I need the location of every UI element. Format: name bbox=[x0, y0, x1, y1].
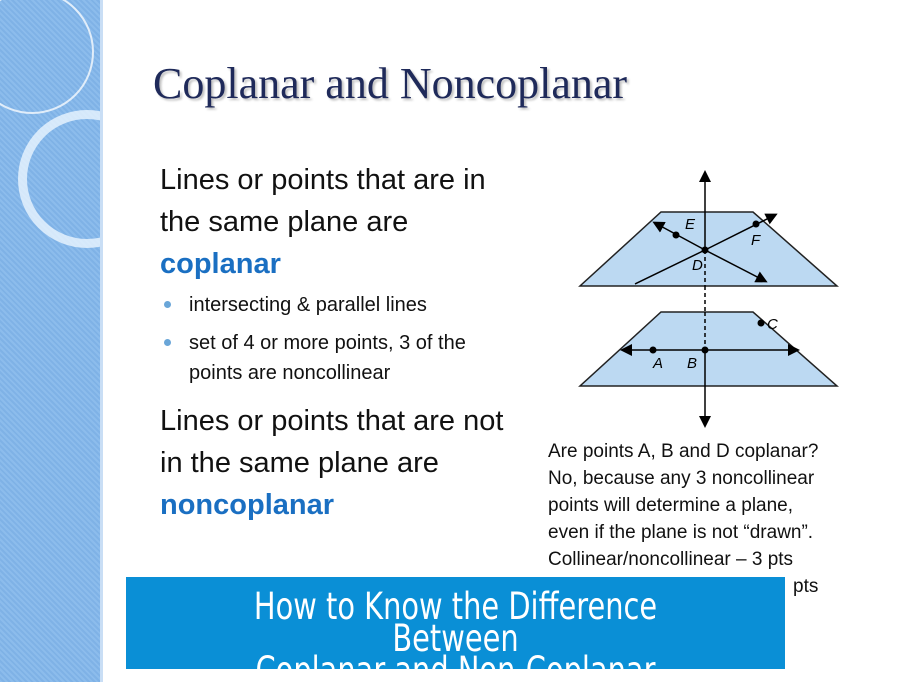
label-b: B bbox=[687, 355, 698, 372]
planes-diagram bbox=[575, 163, 845, 433]
caption-line: Are points A, B and D coplanar? bbox=[548, 441, 819, 462]
caption-line: No, because any 3 noncollinear bbox=[548, 468, 815, 489]
label-a: A bbox=[653, 355, 664, 372]
bullet-dot-icon bbox=[164, 339, 171, 346]
point-c bbox=[758, 320, 765, 327]
banner-text bbox=[198, 585, 712, 692]
noncoplanar-keyword: noncoplanar bbox=[160, 489, 335, 521]
bullet-dot-icon bbox=[164, 301, 171, 308]
coplanar-bullet-list bbox=[160, 290, 520, 396]
bullet-text: set of 4 or more points, 3 of the points are noncollinear bbox=[189, 332, 466, 384]
point-b bbox=[702, 347, 709, 354]
decorative-ring bbox=[18, 110, 100, 248]
coplanar-definition bbox=[160, 159, 520, 285]
point-a bbox=[650, 347, 657, 354]
banner-line-2: Coplanar and Non-Coplanar bbox=[255, 649, 656, 692]
point-f bbox=[753, 221, 760, 228]
side-band-edge bbox=[100, 0, 103, 682]
caption-line: pts bbox=[793, 576, 819, 597]
caption-line: Collinear/noncollinear – 3 pts bbox=[548, 549, 794, 570]
label-e: E bbox=[685, 216, 696, 233]
lower-plane bbox=[580, 312, 837, 386]
noncoplanar-definition-text: Lines or points that are not in the same plane are bbox=[160, 405, 504, 479]
point-d bbox=[702, 247, 709, 254]
bullet-item bbox=[160, 290, 520, 320]
title-banner bbox=[126, 577, 785, 692]
coplanar-definition-text: Lines or points that are in the same plane are bbox=[160, 164, 486, 238]
bullet-item bbox=[160, 328, 520, 388]
decorative-side-band bbox=[0, 0, 100, 682]
point-e bbox=[673, 232, 680, 239]
label-d: D bbox=[692, 257, 703, 274]
caption-line: even if the plane is not “drawn”. bbox=[548, 522, 814, 543]
decorative-ring bbox=[0, 0, 94, 114]
caption-line: points will determine a plane, bbox=[548, 495, 794, 516]
coplanar-keyword: coplanar bbox=[160, 248, 281, 280]
slide-title: Coplanar and Noncoplanar bbox=[153, 59, 628, 108]
bullet-text: intersecting & parallel lines bbox=[189, 294, 427, 316]
banner-line-1: How to Know the Difference Between bbox=[253, 585, 658, 660]
label-f: F bbox=[751, 232, 761, 249]
label-c: C bbox=[767, 316, 778, 333]
diagram-caption bbox=[548, 438, 858, 600]
noncoplanar-definition bbox=[160, 400, 520, 526]
